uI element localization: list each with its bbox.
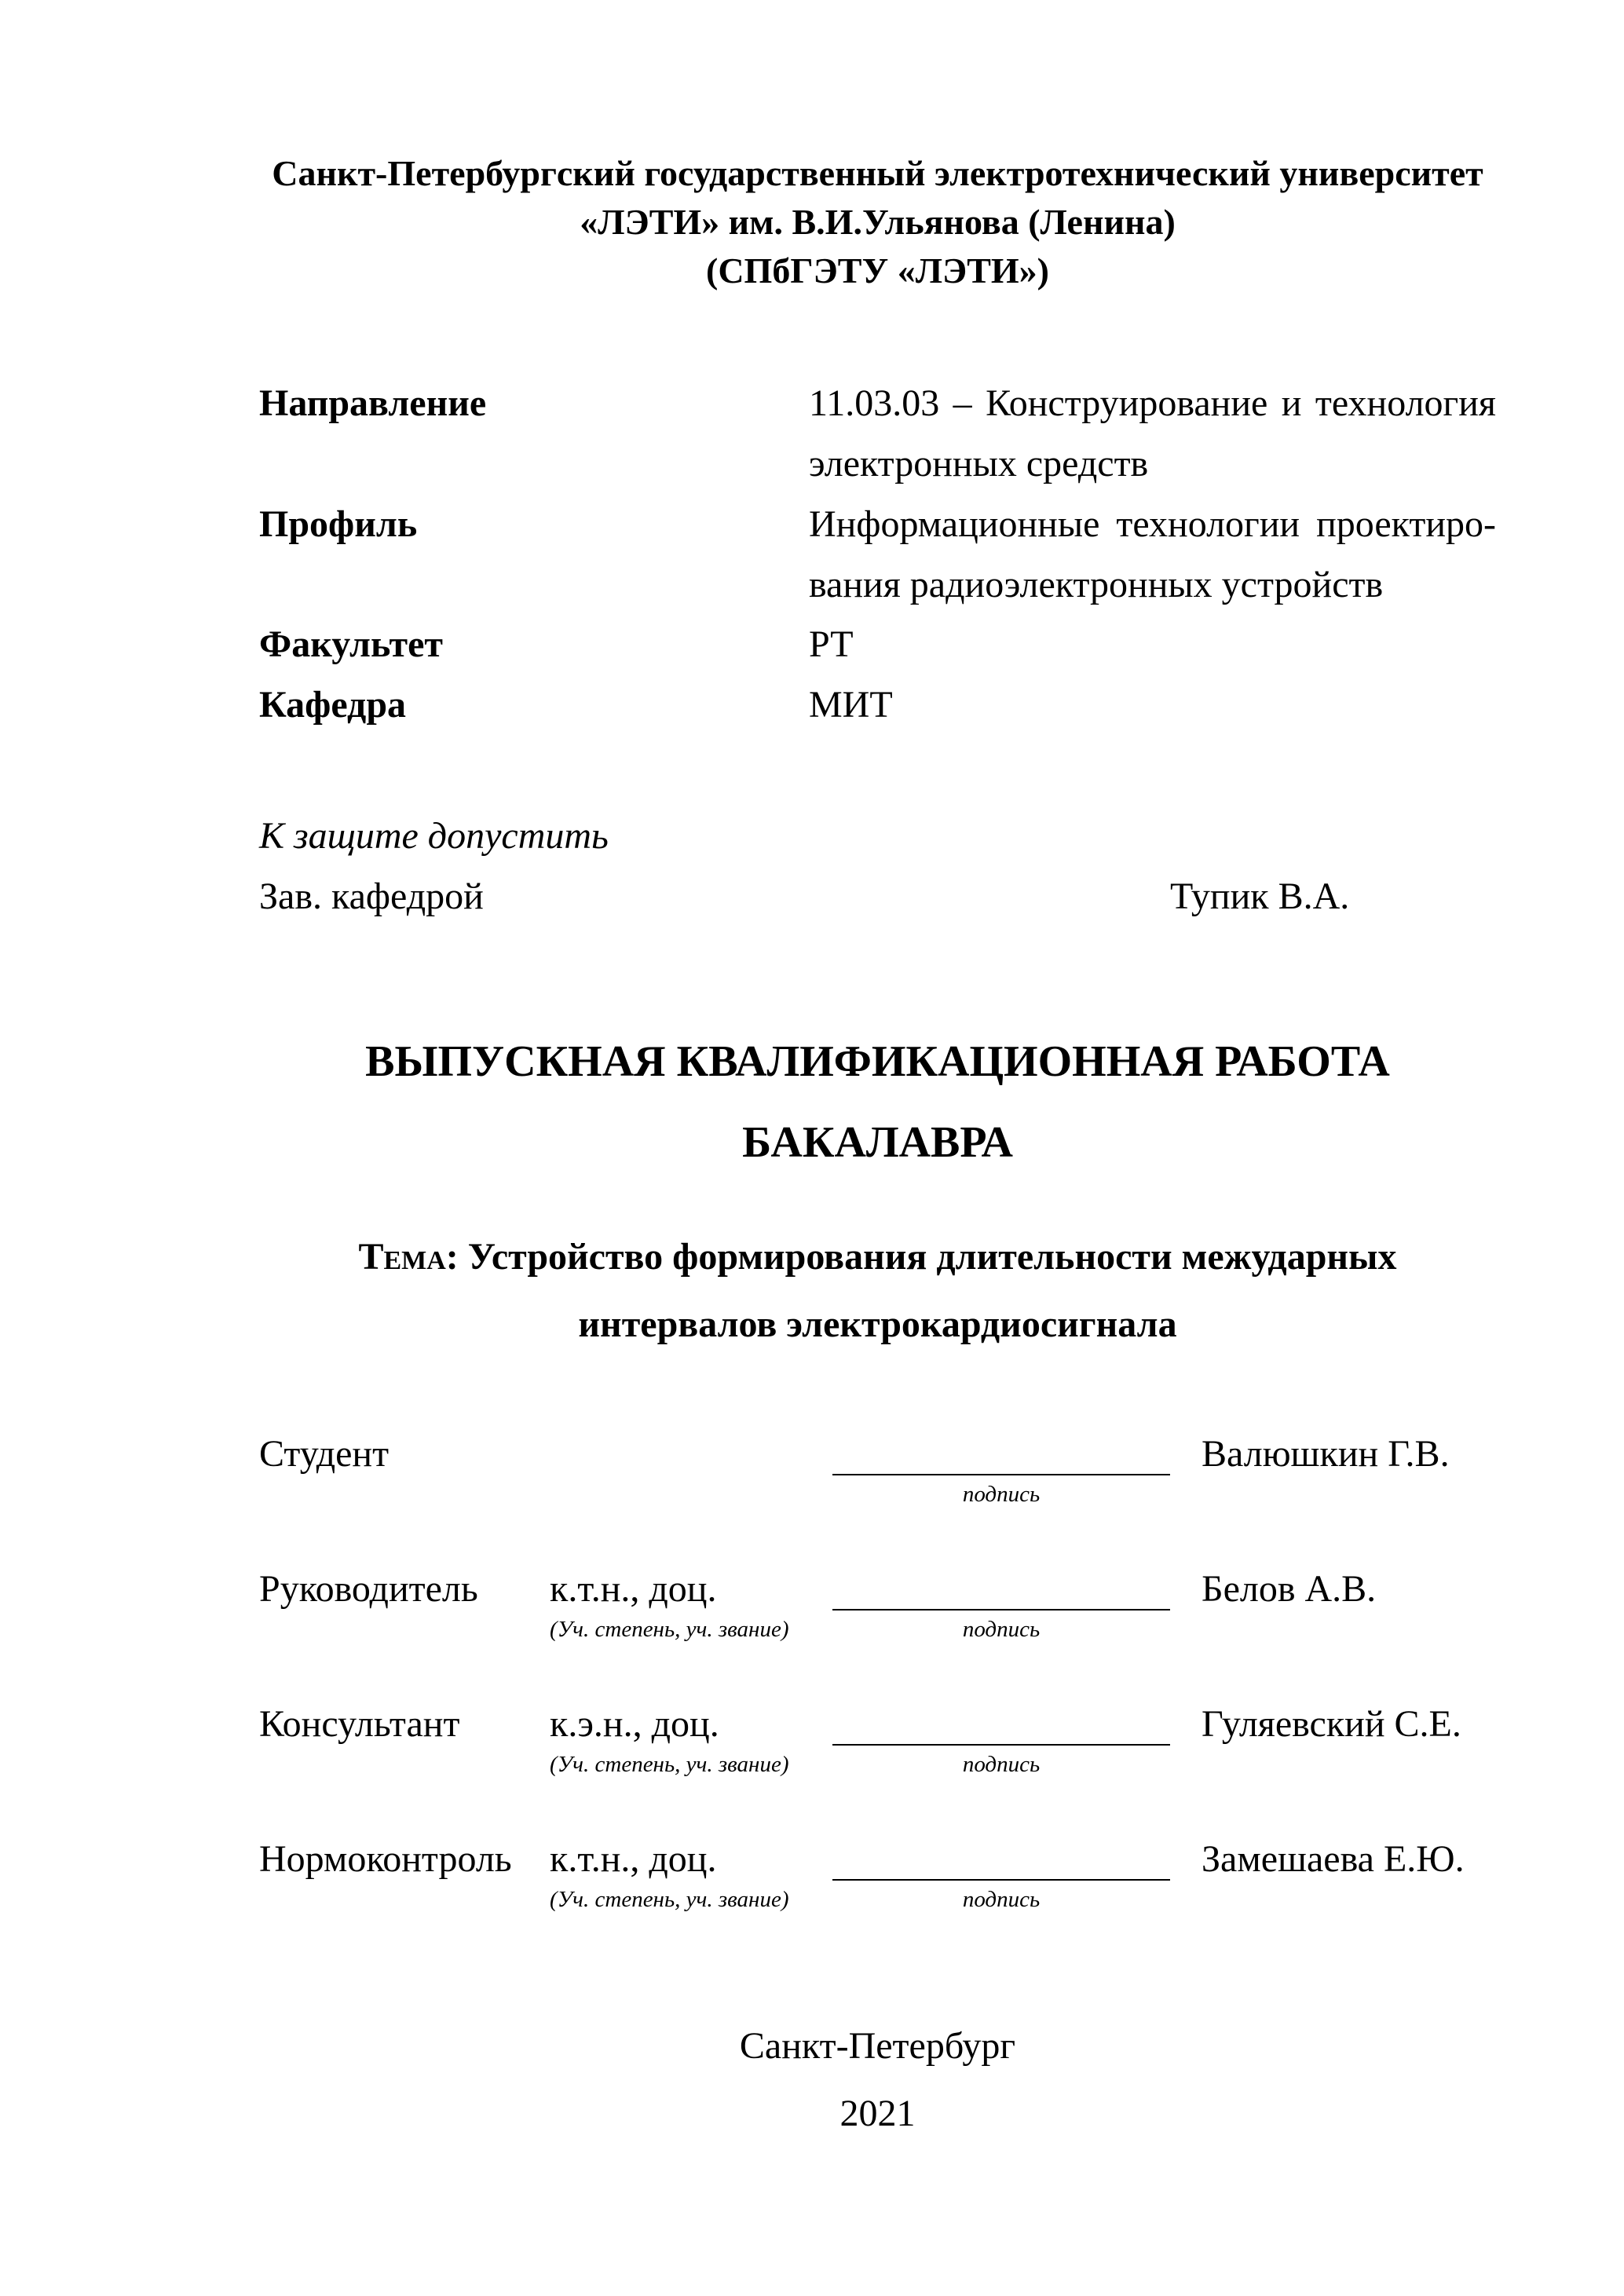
person-name: Замешаева Е.Ю. (1202, 1837, 1465, 1880)
university-abbreviation: (СПбГЭТУ «ЛЭТИ») (706, 250, 1049, 291)
signature-row-consultant (259, 1700, 1496, 1783)
signature-line (832, 1430, 1170, 1475)
signature-caption: подпись (962, 1751, 1041, 1777)
degree-text: к.т.н., доц. (550, 1837, 717, 1880)
name-caption-spacer (1202, 1614, 1496, 1648)
role-caption-spacer (259, 1749, 550, 1783)
department-label: Кафедра (259, 684, 407, 726)
signature-line (832, 1700, 1170, 1746)
signature-line (832, 1835, 1170, 1881)
degree-cell (550, 1565, 832, 1648)
signature-row-norm-control (259, 1835, 1496, 1918)
signature-cell (832, 1835, 1202, 1918)
program-info (259, 374, 1496, 736)
signature-cell (832, 1565, 1202, 1648)
department-head-label: Зав. кафедрой (259, 875, 484, 917)
person-name: Белов А.В. (1202, 1567, 1377, 1610)
faculty-label: Факультет (259, 623, 443, 666)
degree-text: к.э.н., доц. (550, 1702, 719, 1745)
signature-cell (832, 1430, 1202, 1513)
program-row-profile (259, 495, 1496, 616)
signature-line-wrap (832, 1700, 1202, 1749)
program-row-direction (259, 374, 1496, 495)
direction-label: Направление (259, 382, 487, 425)
direction-value: 11.03.03 – Конструирование и технология электронных средств (809, 382, 1496, 485)
signature-row-student (259, 1430, 1496, 1513)
person-name: Гуляевский С.Е. (1202, 1702, 1461, 1745)
role-caption-spacer (259, 1479, 550, 1513)
profile-label: Профиль (259, 503, 418, 545)
role-cell (259, 1430, 550, 1513)
degree-text: к.т.н., доц. (550, 1567, 717, 1610)
department-value: МИТ (809, 684, 893, 726)
role-cell (259, 1700, 550, 1783)
thesis-theme (259, 1223, 1496, 1359)
theme-label: Тема: (358, 1235, 459, 1278)
signature-line (832, 1565, 1170, 1610)
role-caption-spacer (259, 1614, 550, 1648)
program-row-department (259, 675, 1496, 736)
department-head-name: Тупик В.А. (1170, 875, 1350, 917)
approval-block (259, 806, 1496, 927)
theme-text: Устройство формирования длительности межударных интервалов электрокардиосигнала (467, 1235, 1397, 1346)
signature-line-wrap (832, 1835, 1202, 1884)
department-head-row (259, 867, 1496, 927)
signatures-block (259, 1430, 1496, 1918)
degree-note: (Уч. степень, уч. звание) (550, 1751, 789, 1777)
signature-caption: подпись (962, 1481, 1041, 1507)
signature-line-wrap (832, 1565, 1202, 1614)
role-caption-spacer (259, 1884, 550, 1918)
degree-cell (550, 1700, 832, 1783)
name-cell (1202, 1835, 1496, 1918)
role-cell (259, 1565, 550, 1648)
university-name-leti: «ЛЭТИ» им. В.И.Ульянова (Ленина) (580, 202, 1176, 243)
footer-year: 2021 (839, 2093, 916, 2135)
role-label: Руководитель (259, 1567, 478, 1610)
faculty-value: РТ (809, 623, 854, 666)
role-cell (259, 1835, 550, 1918)
footer-city: Санкт-Петербург (739, 2024, 1016, 2067)
signature-caption: подпись (962, 1616, 1041, 1642)
degree-note (550, 1479, 832, 1513)
degree-cell (550, 1430, 832, 1513)
signature-row-supervisor (259, 1565, 1496, 1648)
name-caption-spacer (1202, 1884, 1496, 1918)
degree-cell (550, 1835, 832, 1918)
thesis-title-line1: ВЫПУСКНАЯ КВАЛИФИКАЦИОННАЯ РАБОТА (365, 1036, 1390, 1086)
role-label: Нормоконтроль (259, 1837, 512, 1880)
signature-caption: подпись (962, 1886, 1041, 1912)
name-cell (1202, 1430, 1496, 1513)
name-caption-spacer (1202, 1479, 1496, 1513)
profile-value: Информационные технологии проектирования радиоэлектронных устройств (809, 503, 1496, 605)
university-name: Санкт-Петербургский государственный электротехнический университет (272, 153, 1483, 193)
name-cell (1202, 1700, 1496, 1783)
role-label: Консультант (259, 1702, 460, 1745)
person-name: Валюшкин Г.В. (1202, 1432, 1450, 1475)
role-label: Студент (259, 1432, 390, 1475)
footer (259, 2013, 1496, 2148)
degree-note: (Уч. степень, уч. звание) (550, 1886, 789, 1912)
name-caption-spacer (1202, 1749, 1496, 1783)
signature-line-wrap (832, 1430, 1202, 1479)
admit-to-defense-line: К защите допустить (259, 815, 609, 857)
degree-note: (Уч. степень, уч. звание) (550, 1616, 789, 1642)
name-cell (1202, 1565, 1496, 1648)
thesis-title-line2: БАКАЛАВРА (742, 1118, 1013, 1168)
degree-text (550, 1430, 832, 1479)
program-row-faculty (259, 615, 1496, 675)
signature-cell (832, 1700, 1202, 1783)
university-header (259, 149, 1496, 295)
thesis-title (259, 1022, 1496, 1184)
